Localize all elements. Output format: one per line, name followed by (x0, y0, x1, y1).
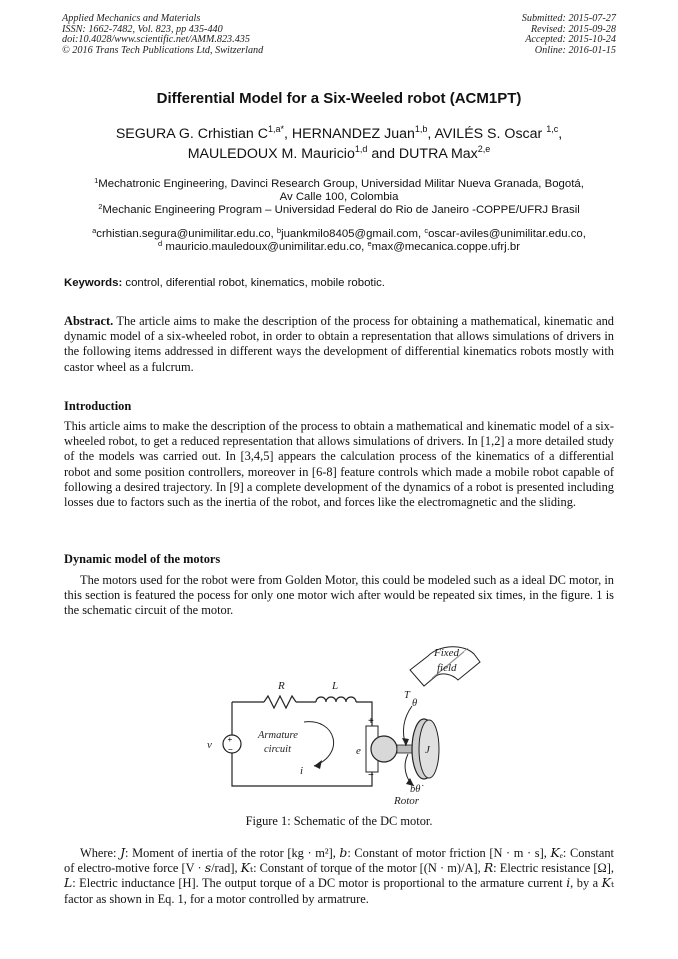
abstract-text: The article aims to make the description of the process for obtaining a mathematical, kinematic and dynamic model of a six-wheeled robot, in order to obtain a representation that allows simulations of drivers in the following items addressed in different ways the development of differential kinematics robots mostly with castor wheel as a fulcrum. (64, 314, 614, 374)
email-link[interactable]: crhistian.segura@unimilitar.edu.co, (96, 228, 277, 240)
journal-name: Applied Mechanics and Materials (62, 13, 201, 24)
source-plus: + (227, 735, 233, 744)
figure-dc-motor-schematic (196, 614, 486, 810)
publication-dates (522, 14, 616, 56)
variable-definitions: Where: 𝐽: Moment of inertia of the rotor [kg · m²], 𝑏: Constant of motor friction [N · m · s], 𝐾ₑ: Constant of electro-motive force [V · 𝑠/rad], 𝐾ₜ: Constant of torque of the motor [(N · m)/A], 𝑅: Electric resistance [Ω], 𝐿: Electric inductance [H]. The output torque of a DC motor is proportional to the armature current 𝑖, by a 𝐾ₜ factor as shown in Eq. 1, for a motor controlled by armatrure. (64, 846, 614, 906)
resistor-symbol (264, 696, 296, 708)
author-name: MAULEDOUX M. Mauricio (187, 146, 355, 162)
friction-label: bθ̇ (410, 784, 421, 795)
armature-label: Armature (258, 730, 298, 741)
keywords (64, 277, 616, 289)
author-name: , HERNANDEZ Juan (284, 126, 415, 142)
date-online: Online: 2016-01-15 (534, 44, 616, 56)
dc-motor-diagram (196, 614, 486, 810)
email-sup: a (92, 226, 97, 235)
email-link[interactable]: juankmilo8405@gmail.com, (281, 228, 425, 240)
email-sup: b (276, 226, 282, 235)
journal-issn: ISSN: 1662-7482, Vol. 823, pp 435-440 (62, 23, 223, 35)
arrowhead (314, 760, 322, 769)
affil-1-line-1: Mechatronic Engineering, Davinci Research Group, Universidad Militar Nueva Granada, Bogotá, (98, 178, 584, 190)
date-submitted: Submitted: 2015-07-27 (521, 13, 616, 24)
author-sup: 2,e (477, 144, 491, 154)
paper-title: Differential Model for a Six-Weeled robot (ACM1PT) (156, 90, 522, 107)
figure-caption: Figure 1: Schematic of the DC motor. (245, 814, 433, 828)
email-link[interactable]: mauricio.mauledoux@unimilitar.edu.co, (162, 241, 368, 253)
author-sup: 1,c (546, 124, 559, 134)
affil-2: Mechanic Engineering Program – Universidad Federal do Rio de Janeiro -COPPE/UFRJ Brasil (102, 204, 580, 216)
affil-1-line-2: Av Calle 100, Colombia (279, 191, 399, 203)
circuit-label: circuit (264, 744, 292, 755)
journal-copyright: © 2016 Trans Tech Publications Ltd, Switzerland (62, 44, 264, 56)
emf-minus: − (368, 770, 374, 781)
author-sep: , (558, 126, 563, 142)
affil-sup: 2 (98, 202, 103, 211)
torque-label: T (404, 690, 410, 701)
email-sup: e (367, 239, 372, 248)
date-revised: Revised: 2015-09-28 (530, 23, 616, 35)
motor-symbol (371, 736, 397, 762)
author-name: and DUTRA Max (367, 146, 478, 162)
author-list (40, 124, 638, 164)
email-sup: d (158, 239, 163, 248)
journal-doi[interactable]: doi:10.4028/www.scientific.net/AMM.823.435 (62, 34, 250, 46)
section-heading-motors: Dynamic model of the motors (64, 552, 221, 566)
affil-sup: 1 (94, 176, 99, 185)
journal-info (62, 14, 263, 56)
email-sup: c (424, 226, 429, 235)
keywords-label: Keywords: (64, 277, 123, 289)
source-minus: − (228, 745, 233, 754)
section-heading-introduction: Introduction (64, 399, 132, 413)
rotor-label: Rotor (394, 795, 420, 807)
voltage-label: v (207, 739, 212, 751)
author-name: , AVILÉS S. Oscar (427, 126, 547, 142)
theta-label: θ (412, 698, 418, 709)
motors-text: The motors used for the robot were from Golden Motor, this could be modeled such as a ideal DC motor, in this section is featured the pocess for only one motor wich after would be repeated six times, in the figure. 1 is the schematic circuit of the motor. (64, 573, 614, 618)
author-sup: 1,a* (267, 124, 284, 134)
fixed-label: Fixed (434, 647, 460, 659)
author-name: SEGURA G. Crhistian C (115, 126, 268, 142)
current-label: i (300, 765, 304, 777)
resistor-label: R (278, 680, 285, 692)
emf-plus: + (368, 716, 374, 727)
author-emails (50, 228, 628, 254)
author-sup: 1,d (354, 144, 368, 154)
emf-label: e (356, 745, 361, 757)
affiliations (60, 178, 618, 217)
inductor-symbol (316, 697, 356, 702)
keywords-text: control, diferential robot, kinematics, mobile robotic. (122, 277, 385, 289)
introduction-text: This article aims to make the description of the process to obtain a mathematical and kinematic model of a six-wheeled robot, to get a reduced representation that allows simulations of drivers. In [1,2] a more detailed study of the models was carried out. In [3,4,5] appears the calculation process of the kinematics of a differential robot and some position controllers, moreover in [6-8] feature controls which made a mobile robot capable of following a desired trajectory. In [9] a complete development of the dynamics of a robot is presented including losses due to factors such as the inertia of the robot, and forces like the electromagnetic and the sliding. (64, 419, 614, 510)
abstract-label: Abstract. (64, 314, 114, 328)
email-link[interactable]: oscar-aviles@unimilitar.edu.co, (428, 228, 586, 240)
inertia-label: J (425, 744, 430, 756)
abstract (64, 314, 614, 375)
date-accepted: Accepted: 2015-10-24 (525, 34, 616, 46)
email-link[interactable]: max@mecanica.coppe.ufrj.br (371, 241, 520, 253)
armature-current-arrow (304, 722, 334, 766)
inductor-label: L (332, 680, 339, 692)
field-label: field (437, 662, 457, 674)
author-sup: 1,b (414, 124, 428, 134)
